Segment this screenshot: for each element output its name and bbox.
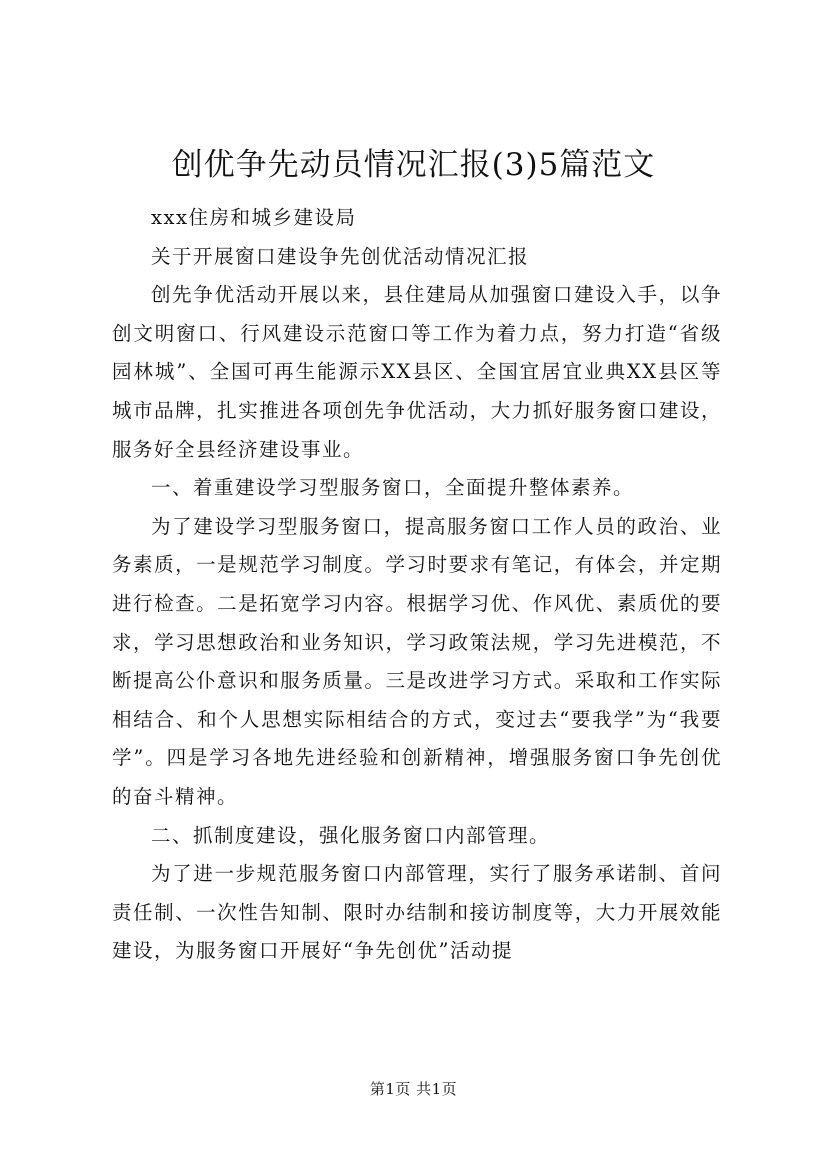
document-body <box>112 199 722 971</box>
subject-line: 关于开展窗口建设争先创优活动情况汇报 <box>151 244 530 268</box>
sender-line: xxx住房和城乡建设局 <box>151 206 357 229</box>
document-title: 创优争先动员情况汇报(3)5篇范文 <box>171 147 656 183</box>
section-paragraph-1: 为了建设学习型服务窗口，提高服务窗口工作人员的政治、业务素质，一是规范学习制度。学习时要求有笔记，有体会，并定期进行检查。二是拓宽学习内容。根据学习优、作风优、素质优的要求，学习思想政治和业务知识，学习政策法规，学习先进模范，不断提高公仆意识和服务质量。三是改进学习方式。采取和工作实际相结合、和个人思想实际相结合的方式，变过去“要我学”为“我要学”。四是学习各地先进经验和创新精神，增强服务窗口争先创优的奋斗精神。 <box>112 514 722 808</box>
section-heading-1: 一、着重建设学习型服务窗口，全面提升整体素养。 <box>151 476 635 500</box>
page-number-footer: 第1页 共1页 <box>369 1080 458 1098</box>
intro-paragraph: 创先争优活动开展以来，县住建局从加强窗口建设入手，以争创文明窗口、行风建设示范窗口等工作为着力点，努力打造“省级园林城”、全国可再生能源示XX县区、全国宜居宜业典XX县区等城市品牌，扎实推进各项创先争优活动，大力抓好服务窗口建设，服务好全县经济建设事业。 <box>112 283 722 461</box>
section-paragraph-2: 为了进一步规范服务窗口内部管理，实行了服务承诺制、首问责任制、一次性告知制、限时办结制和接访制度等，大力开展效能建设，为服务窗口开展好“争先创优”活动提 <box>112 862 722 963</box>
section-heading-2: 二、抓制度建设，强化服务窗口内部管理。 <box>151 823 551 847</box>
